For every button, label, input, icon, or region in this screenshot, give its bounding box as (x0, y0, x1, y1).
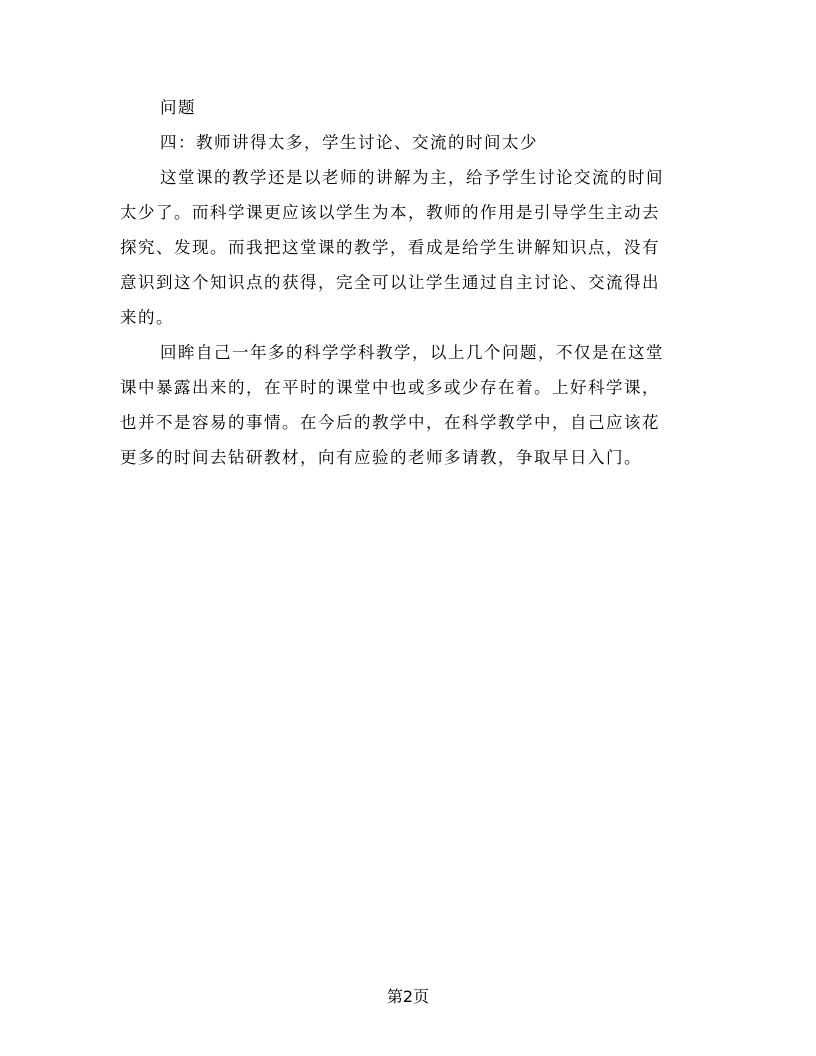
paragraph-line: 太少了。而科学课更应该以学生为本，教师的作用是引导学生主动去 (120, 203, 660, 222)
paragraph-line: 来的。 (120, 308, 174, 327)
document-body (120, 92, 696, 474)
paragraph-line: 这堂课的教学还是以老师的讲解为主，给予学生讨论交流的时间 (160, 168, 664, 187)
text-line-heading-tail: 问题 (160, 98, 196, 117)
paragraph-line: 课中暴露出来的，在平时的课堂中也或多或少存在着。上好科学课， (120, 378, 660, 397)
paragraph-line: 回眸自己一年多的科学学科教学，以上几个问题，不仅是在这堂 (160, 343, 664, 362)
paragraph-line: 探究、发现。而我把这堂课的教学，看成是给学生讲解知识点，没有 (120, 238, 660, 257)
paragraph-line: 也并不是容易的事情。在今后的教学中，在科学教学中，自己应该花 (120, 413, 660, 432)
page-number: 第2页 (386, 987, 430, 1006)
section-heading-four: 四：教师讲得太多，学生讨论、交流的时间太少 (160, 133, 538, 152)
paragraph-line: 更多的时间去钻研教材，向有应验的老师多请教，争取早日入门。 (120, 448, 642, 467)
paragraph-line: 意识到这个知识点的获得，完全可以让学生通过自主讨论、交流得出 (120, 273, 660, 292)
